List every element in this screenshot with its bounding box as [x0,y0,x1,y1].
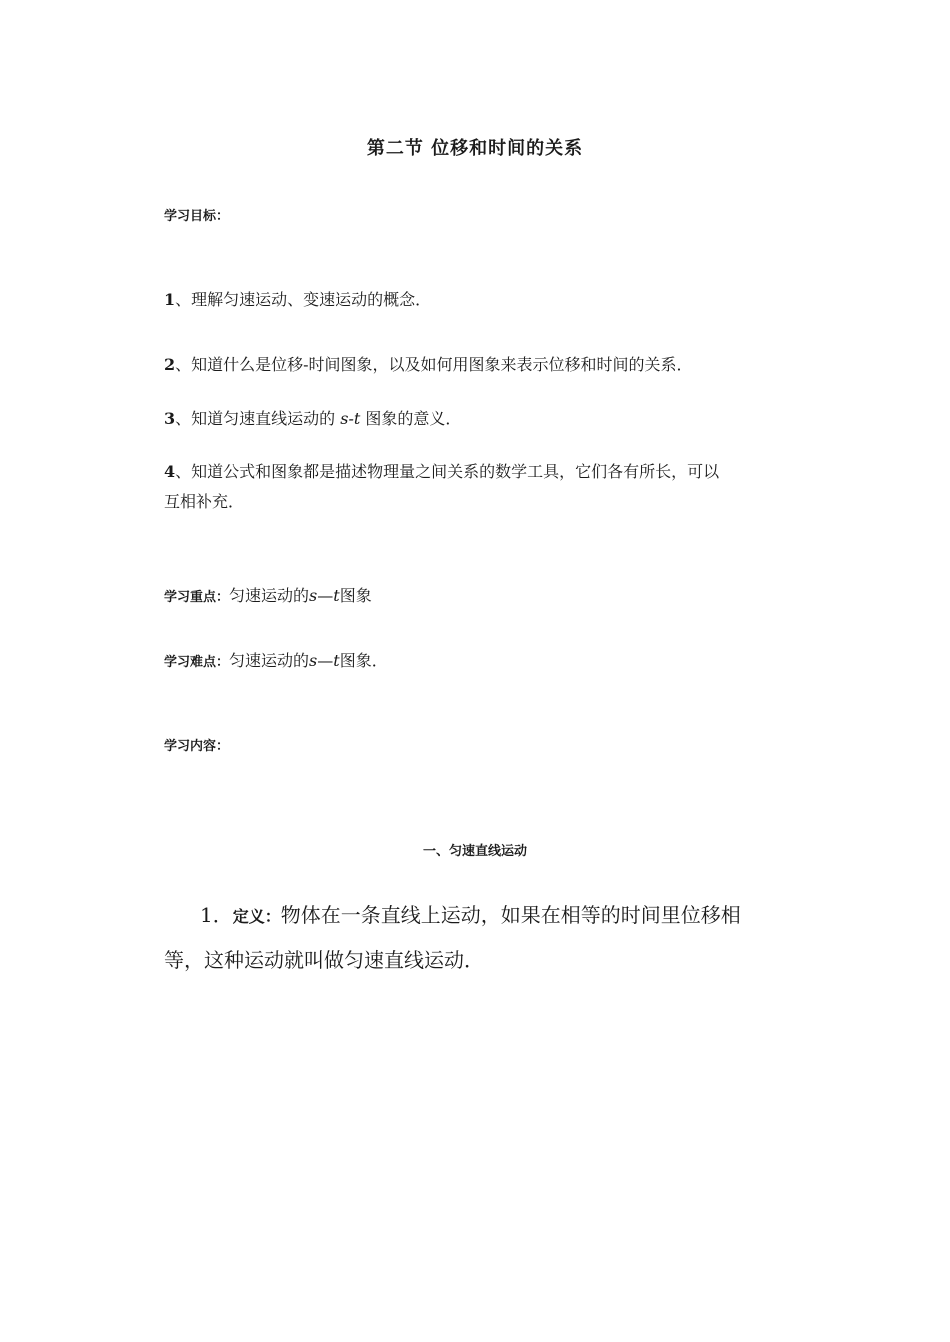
difficulty-s: s [309,651,318,670]
definition-number: 1． [200,903,233,927]
difficulty [164,648,388,671]
objectives-label: 学习目标： [164,209,230,224]
objective-text-after: 图象的意义． [360,409,462,428]
key-point-s: s [309,586,318,605]
key-point [164,583,372,606]
objective-number: 4 [164,462,176,481]
key-point-dash: — [317,586,334,605]
content-label: 学习内容： [164,739,230,754]
difficulty-label: 学习难点： [164,655,230,670]
definition-text: 物体在一条直线上运动，如果在相等的时间里位移相 [280,903,741,927]
objective-number: 2 [164,355,176,374]
objective-item-3 [164,406,461,429]
difficulty-text-after: 图象． [339,651,388,670]
s-t-math: s-t [340,409,361,428]
objective-item-1 [164,287,431,310]
definition-line-1 [200,899,741,928]
objective-number: 3 [164,409,176,428]
objective-text: 、知道什么是位移-时间图象，以及如何用图象来表示位移和时间的关系． [175,355,693,374]
key-point-label: 学习重点： [164,590,230,605]
section-heading: 一、匀速直线运动 [422,844,527,859]
objective-text-before: 、知道匀速直线运动的 [175,409,341,428]
key-point-text-after: 图象 [339,586,372,605]
key-point-text-before: 匀速运动的 [229,586,310,605]
definition-label: 定义： [232,907,281,926]
difficulty-text-before: 匀速运动的 [229,651,310,670]
difficulty-dash: — [317,651,334,670]
objective-item-4 [164,459,719,482]
page-title: 第二节 位移和时间的关系 [366,138,584,159]
objective-text: 、知道公式和图象都是描述物理量之间关系的数学工具，它们各有所长，可以 [175,462,720,481]
definition-line-2: 等，这种运动就叫做匀速直线运动． [164,948,484,972]
key-point-t: t [333,586,340,605]
objective-number: 1 [164,290,176,309]
objective-item-2 [164,352,693,375]
objective-item-4-line2: 互相补充． [164,492,245,511]
objective-text: 、理解匀速运动、变速运动的概念． [175,290,432,309]
difficulty-t: t [333,651,340,670]
